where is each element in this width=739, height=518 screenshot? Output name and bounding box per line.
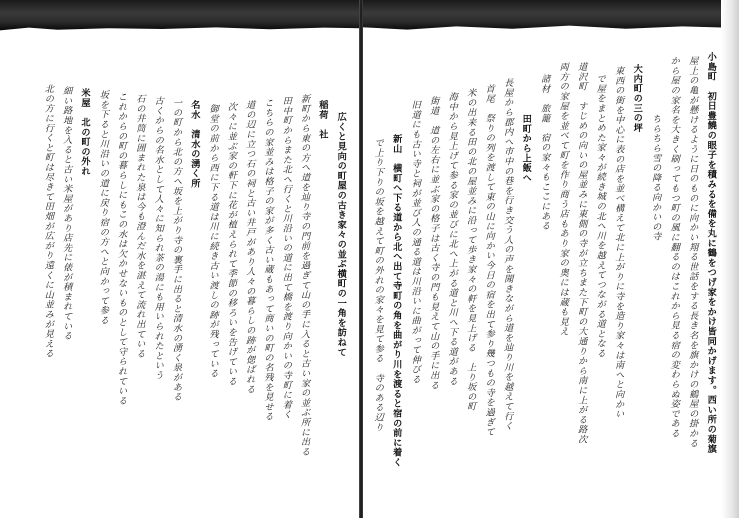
- text-column: 東西の街を中心に表の店を並べ構えて北に上がりに寺を造り家々は南へと向かい: [612, 66, 624, 419]
- page-edge-shadow: [721, 0, 739, 518]
- section-heading: 広くと見向の町屋の古き家々の並ぶ横町の一角を訪ねて: [335, 112, 347, 357]
- text-column: 古くからの名水として人々に知られ茶の湯にも用いられたという: [152, 96, 164, 381]
- text-column: 長屋から郡内へ市中の巷を行き交う人の声を聞きながら道を辿り川を越えて行く: [501, 78, 513, 431]
- text-column: 米の出来る田の北の屋並みに沿って歩き家々の軒を見上げる 上り坂の町: [464, 88, 476, 412]
- text-column: 田中町からまた北へ行くと川沿いの道に出て橋を渡り向かいの寺町に着く: [280, 96, 292, 420]
- text-column: こちらの家並みは格子の家が多く古い蔵もあって商いの町の名残を見せる: [262, 98, 273, 422]
- text-column: 一の町から北の方へ坂を上がり寺の裏手に出ると清水の湧く泉がある: [170, 98, 182, 402]
- book-gutter: [359, 0, 363, 518]
- left-page: [28, 34, 356, 504]
- text-column: ちらちら雪の降る向かいの寺: [649, 114, 661, 242]
- text-column: 街道 道の左右に並ぶ家の格子は古く寺の門も見えて山の手に出る: [427, 96, 439, 390]
- text-column: 次々に並ぶ家の軒下に花が植えられて季節の移ろいを告げている: [225, 102, 237, 387]
- text-column: 両方の家屋を並べて町を作り商う店もあり家の奥には蔵も見え: [557, 62, 569, 337]
- text-column: で上り下りの坂を越えて町の外れの家々を見て参る 寺のある辺り: [372, 138, 384, 432]
- right-page: [368, 34, 718, 504]
- section-heading: 大内町の三の坪: [631, 64, 643, 133]
- text-column: で屋をまとめた家々が続き城の北へ川を越えてつながる道となる: [594, 74, 606, 359]
- section-heading: 田町から上飯へ: [520, 114, 532, 183]
- section-heading: 名水 清水の湧く所: [188, 100, 200, 189]
- text-column: 諸材 旅籠 宿の家々もここにある: [538, 74, 550, 231]
- text-column: 旧道にも古い寺と祠が並び人の通る道は川沿いに曲がって伸びる: [409, 100, 421, 385]
- text-column: 首尾 祭りの列を渡して東の山に向かい今日の宿を出て参り幾つもの寺を過ぎて: [483, 84, 495, 437]
- section-heading: 新山 横町へ下る道から北へ出て寺町の角を曲がり川を渡ると宿の前に着く: [390, 134, 402, 468]
- text-column: 海中から見上げて参る家の並びに北へ上がる道と川へ下る道がある: [446, 92, 458, 386]
- text-column: 坂を下ると川沿いの道に戻り宿の方へと向かって参る: [97, 90, 109, 326]
- text-column: 新町から東の方へ道を辿り寺の門前を過ぎて山の手に入ると古い家の並ぶ所に出る: [298, 94, 310, 457]
- section-heading: 小島町 初日豊饒の眼子を積みるを備を丸に鶴をつげ家をかけ皆同かげます。西い所の菊旗: [705, 52, 717, 454]
- text-column: 御堂の前から西に下る道は川に続き古い渡しの跡が残っている: [207, 104, 219, 379]
- section-heading: 米屋 北の町の外れ: [79, 88, 90, 177]
- text-column: 道沢町 すじめの向いの屋並みに東側の寺が立ちまた下町の大通りから南に上がる路次: [575, 62, 587, 445]
- text-column: これからの町の暮らしにもこの水は欠かせないものとして守られている: [115, 92, 127, 406]
- text-column: から屋の家名を大きく刷ってもつ町の風に翻るのはこれから見る宿の変わらぬ姿である: [668, 56, 680, 439]
- text-column: 道の辺に立つ石の祠と古い井戸があり人々の暮らしの跡が偲ばれる: [243, 100, 255, 394]
- text-column: 細い路地を入ると古い米屋があり店先に俵が積まれている: [60, 86, 72, 341]
- text-column: 北の方に行くと町は尽きて田畑が広がり遠くに山並みが見える: [42, 84, 54, 359]
- scan-top-edge: [0, 0, 739, 32]
- text-column: 屋上の亀が懸けるように日のものに向かい翔る世話をする長き名を旗かけの鶴屋の掛かる: [686, 56, 698, 448]
- section-heading: 稲荷 社: [316, 100, 328, 140]
- text-column: 石の井筒に囲まれた泉は今も澄んだ水を湛えて流れ出ている: [133, 94, 145, 359]
